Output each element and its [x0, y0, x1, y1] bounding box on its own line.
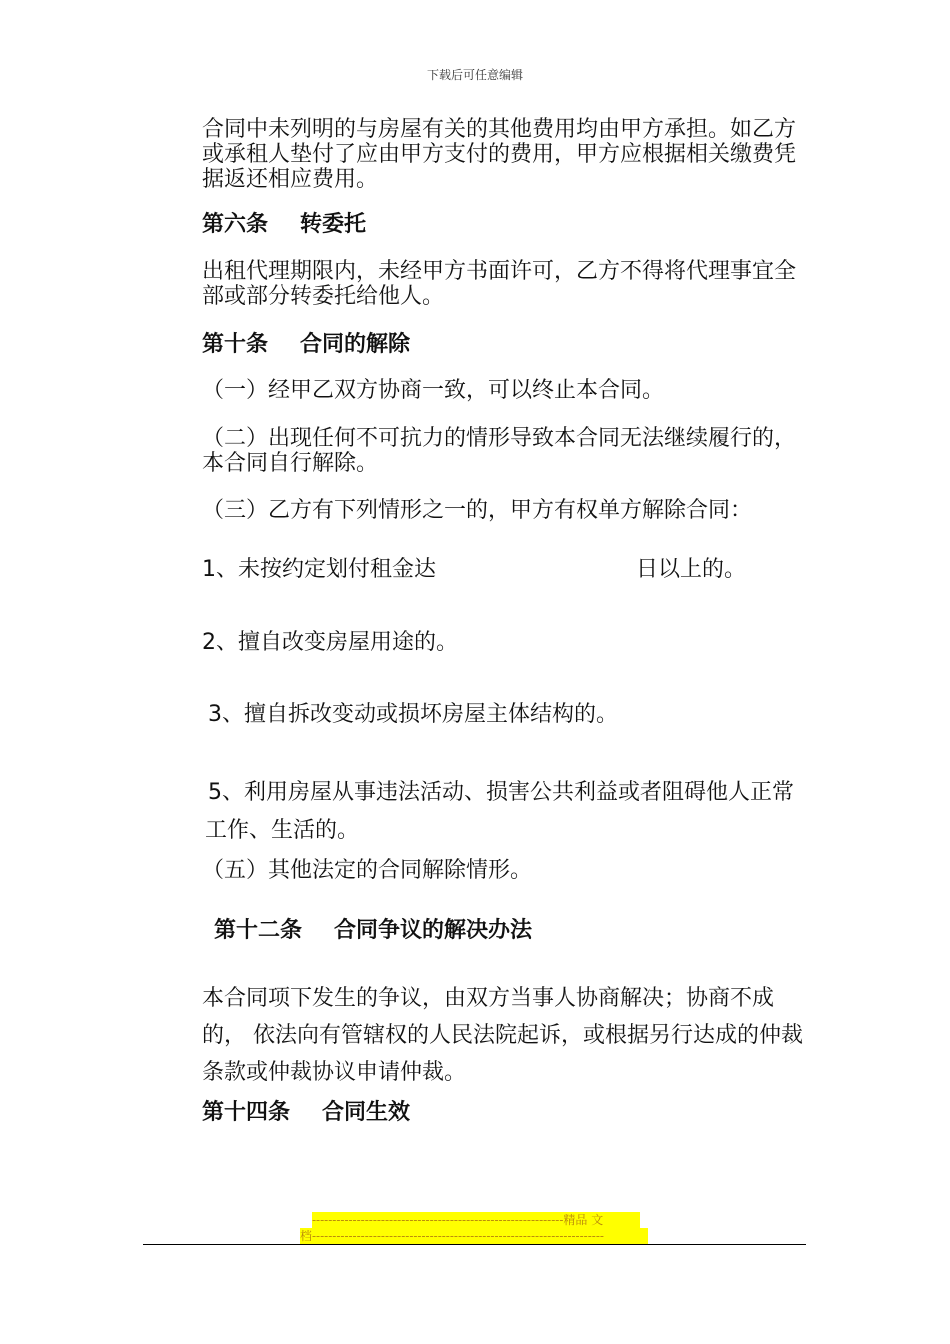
- article-title: 转委托: [300, 212, 367, 237]
- item-text-before: 、未按约定划付租金达: [216, 557, 437, 582]
- article-title: 合同生效: [322, 1100, 411, 1125]
- item-text-after: 日以上的。: [636, 557, 747, 582]
- item-5: [205, 774, 805, 850]
- heading-article-14: [202, 1100, 812, 1126]
- article-label: 第六条: [202, 212, 269, 237]
- footer-watermark: [300, 1212, 650, 1244]
- item-1: [202, 557, 746, 583]
- article-label: 第十四条: [202, 1100, 291, 1125]
- heading-article-10: [202, 332, 812, 358]
- clause-1: （一）经甲乙双方协商一致，可以终止本合同。: [202, 378, 665, 403]
- item-2: [202, 630, 458, 656]
- footer-line-1: --------------------------------------------------------------精品 文: [312, 1212, 640, 1228]
- clause-5: （五）其他法定的合同解除情形。: [202, 858, 533, 883]
- clause-3: （三）乙方有下列情形之一的，甲方有权单方解除合同：: [202, 498, 753, 523]
- heading-article-12: [214, 918, 824, 944]
- page-header: 下载后可任意编辑: [426, 68, 523, 82]
- item-text: 、擅自拆改变动或损坏房屋主体结构的。: [222, 702, 619, 727]
- paragraph-subdelegation: 出租代理期限内，未经甲方书面许可，乙方不得将代理事宜全部或部分转委托给他人。: [202, 259, 797, 309]
- item-number: 1: [202, 557, 216, 582]
- article-title: 合同争议的解决办法: [334, 918, 533, 943]
- clause-2: （二）出现任何不可抗力的情形导致本合同无法继续履行的，本合同自行解除。: [202, 426, 797, 476]
- item-number: 3: [208, 702, 222, 727]
- item-number: 5: [208, 780, 222, 805]
- footer-line-2: 档------------------------------------------------------------------------: [300, 1228, 648, 1244]
- footer-divider: [143, 1244, 806, 1245]
- article-label: 第十条: [202, 332, 269, 357]
- item-text: 、擅自改变房屋用途的。: [216, 630, 459, 655]
- item-3: [208, 702, 618, 728]
- item-number: 2: [202, 630, 216, 655]
- article-label: 第十二条: [214, 918, 303, 943]
- paragraph-other-fees: 合同中未列明的与房屋有关的其他费用均由甲方承担。如乙方或承租人垫付了应由甲方支付的费用，甲方应根据相关缴费凭据返还相应费用。: [202, 117, 797, 192]
- heading-article-6: [202, 212, 812, 238]
- paragraph-dispute: 本合同项下发生的争议，由双方当事人协商解决；协商不成的， 依法向有管辖权的人民法院起诉，或根据另行达成的仲裁条款或仲裁协议申请仲裁。: [202, 986, 803, 1085]
- article-title: 合同的解除: [300, 332, 411, 357]
- item-text: 、利用房屋从事违法活动、损害公共利益或者阻碍他人正常工作、生活的。: [205, 780, 795, 843]
